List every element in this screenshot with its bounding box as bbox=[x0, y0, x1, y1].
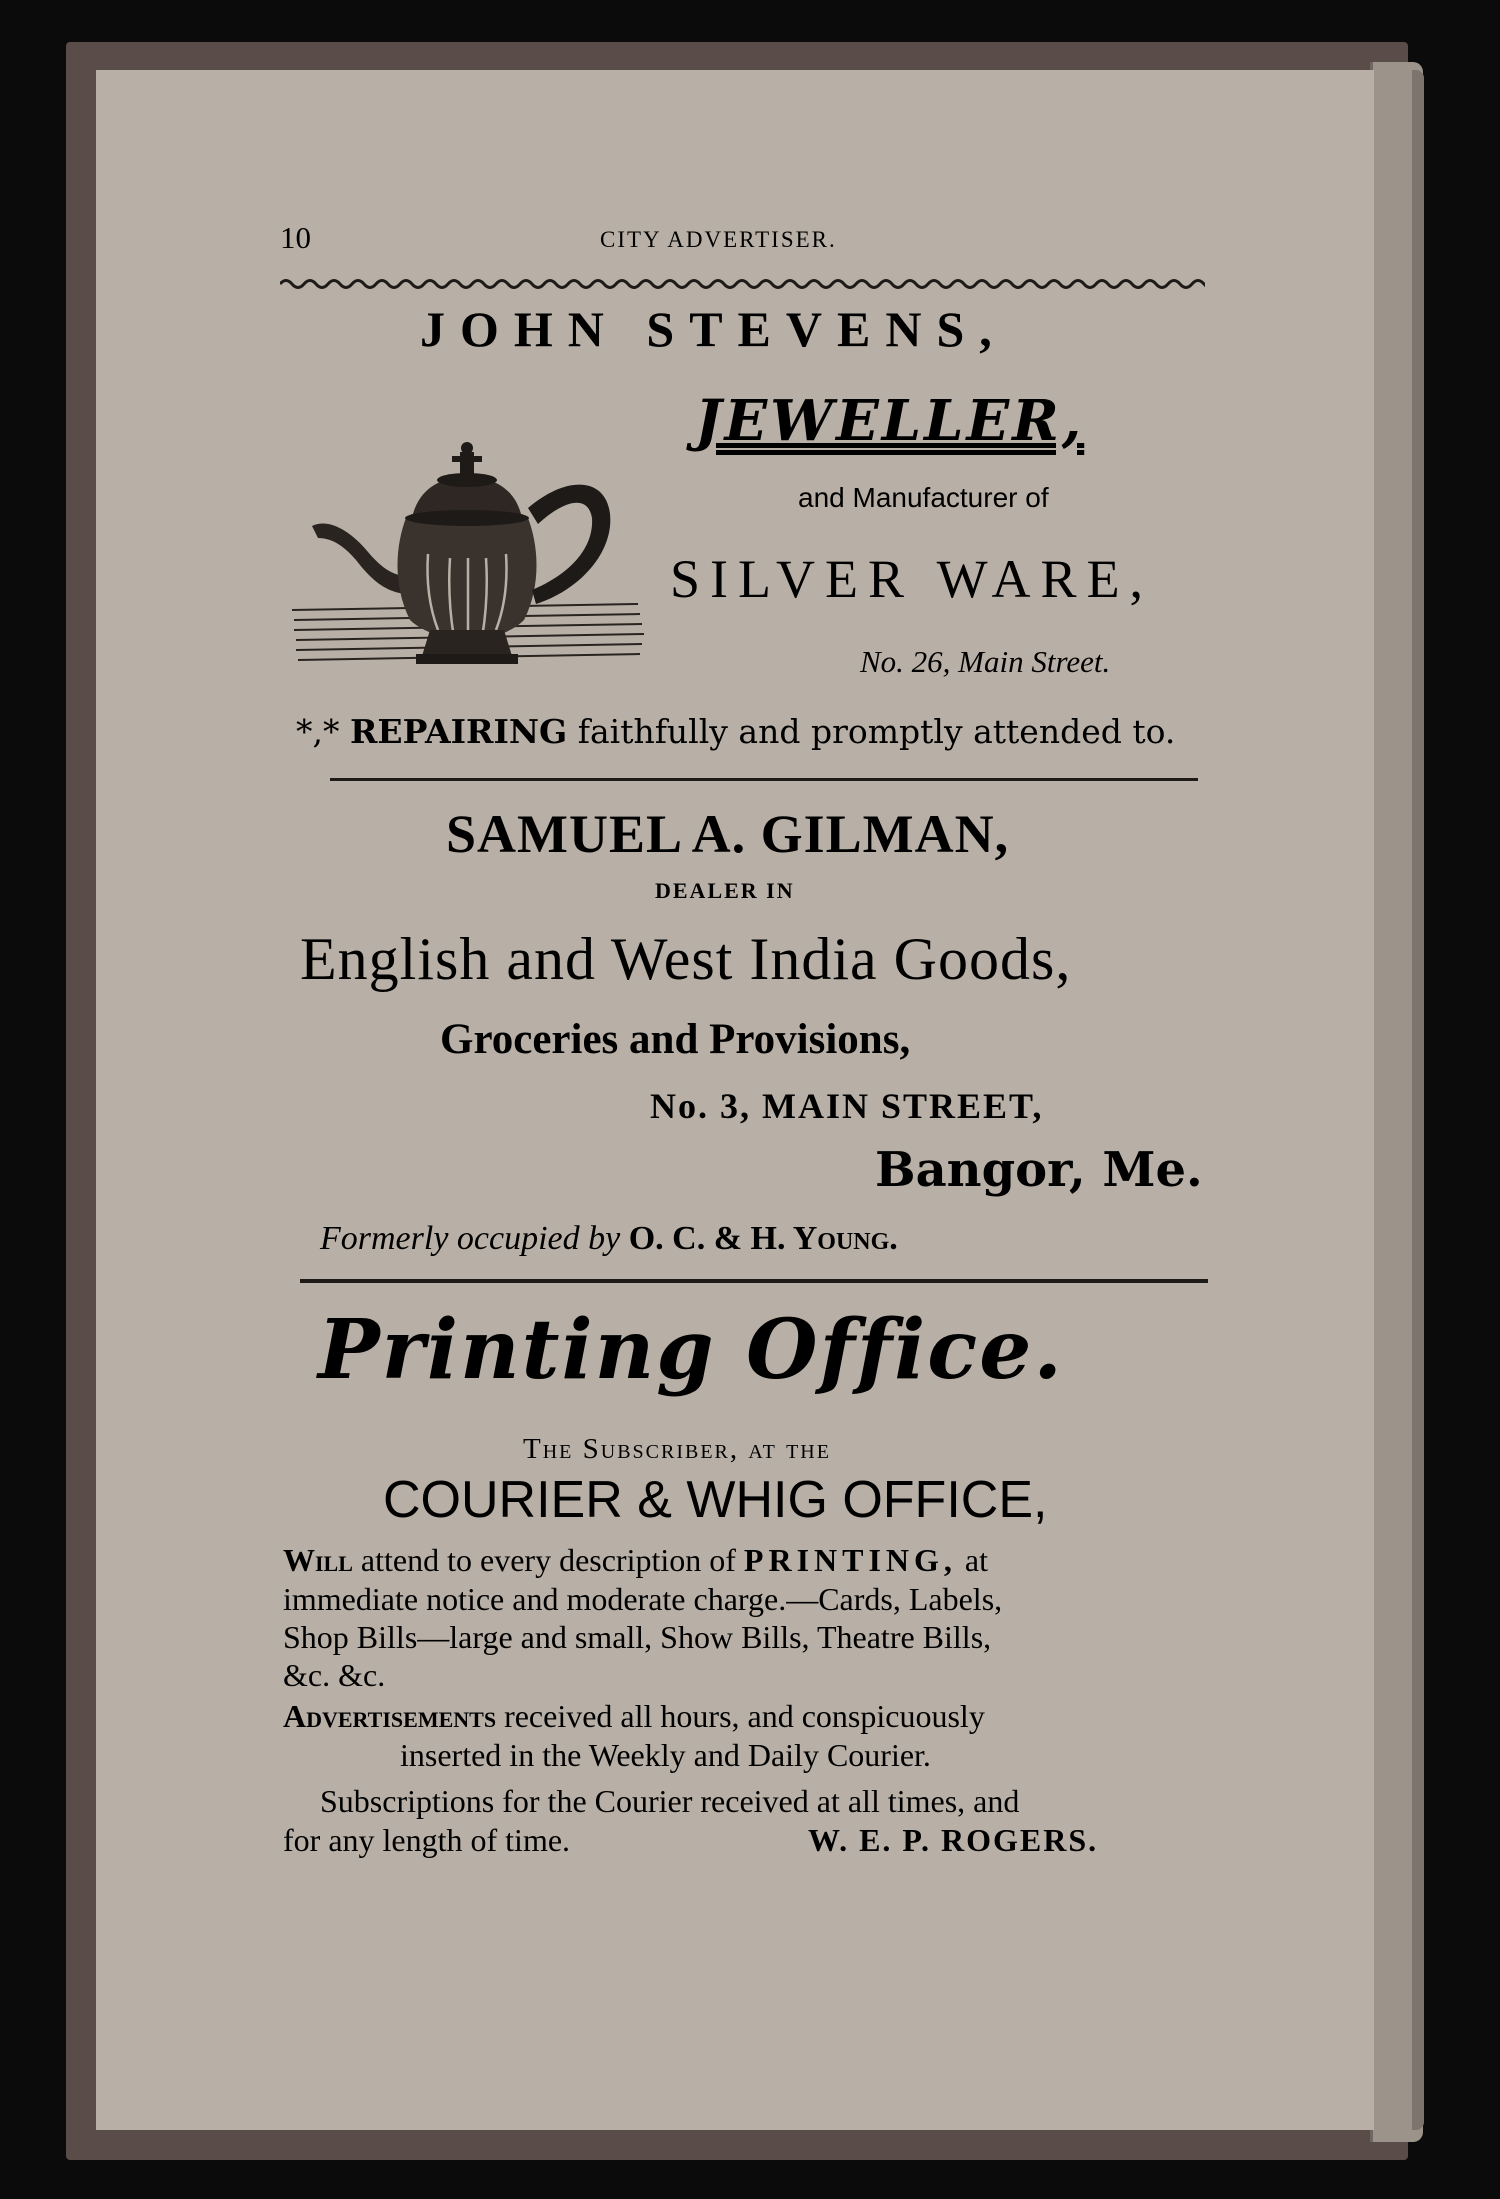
stevens-trade: JEWELLER, bbox=[695, 388, 1085, 454]
stevens-manufacturer-line: and Manufacturer of bbox=[798, 482, 1049, 513]
printing-line-1 bbox=[283, 1542, 988, 1579]
divider-2 bbox=[300, 1279, 1208, 1283]
advertisements-word: Advertisements bbox=[283, 1698, 497, 1734]
printing-heading: Printing Office. bbox=[318, 1302, 1064, 1398]
formerly-italic: Formerly occupied by bbox=[320, 1220, 621, 1257]
printing-line-6: inserted in the Weekly and Daily Courier. bbox=[400, 1737, 931, 1773]
wavy-rule bbox=[280, 277, 1205, 291]
divider-1 bbox=[330, 778, 1198, 781]
printing-line-2: immediate notice and moderate charge.—Cards, Labels, bbox=[283, 1581, 1003, 1617]
gilman-name: SAMUEL A. GILMAN, bbox=[446, 804, 1010, 864]
asterism: *,* bbox=[296, 712, 340, 751]
printing-line-4: &c. &c. bbox=[283, 1657, 386, 1693]
facing-page-shadow bbox=[1412, 70, 1424, 2130]
formerly-name: O. C. & H. Young. bbox=[628, 1220, 898, 1257]
printing-line-3: Shop Bills—large and small, Show Bills, Theatre Bills, bbox=[283, 1619, 992, 1655]
printing-office-name: COURIER & WHIG OFFICE, bbox=[383, 1471, 1048, 1529]
printing-subscriber: The Subscriber, at the bbox=[523, 1433, 831, 1465]
printing-line-7: Subscriptions for the Courier received at all times, and bbox=[320, 1783, 1020, 1819]
gilman-dealer-in: DEALER IN bbox=[655, 878, 795, 903]
line5-text: received all hours, and conspicuously bbox=[504, 1698, 985, 1734]
printing-word: PRINTING, bbox=[743, 1542, 957, 1578]
stevens-product: SILVER WARE, bbox=[670, 549, 1154, 609]
stevens-name: JOHN STEVENS, bbox=[420, 301, 1007, 357]
line1-end: at bbox=[964, 1542, 989, 1578]
gilman-goods: English and West India Goods, bbox=[300, 926, 1072, 992]
printing-line-8: for any length of time. bbox=[283, 1822, 571, 1858]
gilman-address: No. 3, MAIN STREET, bbox=[650, 1086, 1044, 1126]
printing-signer: W. E. P. ROGERS. bbox=[808, 1822, 1099, 1858]
gilman-formerly bbox=[320, 1220, 898, 1258]
printing-line-5 bbox=[283, 1698, 985, 1735]
running-title: CITY ADVERTISER. bbox=[600, 227, 837, 252]
stevens-repairing-note bbox=[296, 712, 1175, 751]
repairing-rest: faithfully and promptly attended to. bbox=[577, 712, 1176, 751]
repairing-caps: REPAIRING bbox=[350, 712, 568, 751]
gilman-groceries: Groceries and Provisions, bbox=[440, 1016, 911, 1063]
gilman-city: Bangor, Me. bbox=[875, 1142, 1203, 1198]
line1-text: attend to every description of bbox=[360, 1542, 736, 1578]
stevens-address: No. 26, Main Street. bbox=[860, 644, 1111, 679]
page-number: 10 bbox=[280, 220, 311, 255]
will-word: Will bbox=[283, 1542, 353, 1578]
teapot-engraving bbox=[288, 434, 648, 680]
